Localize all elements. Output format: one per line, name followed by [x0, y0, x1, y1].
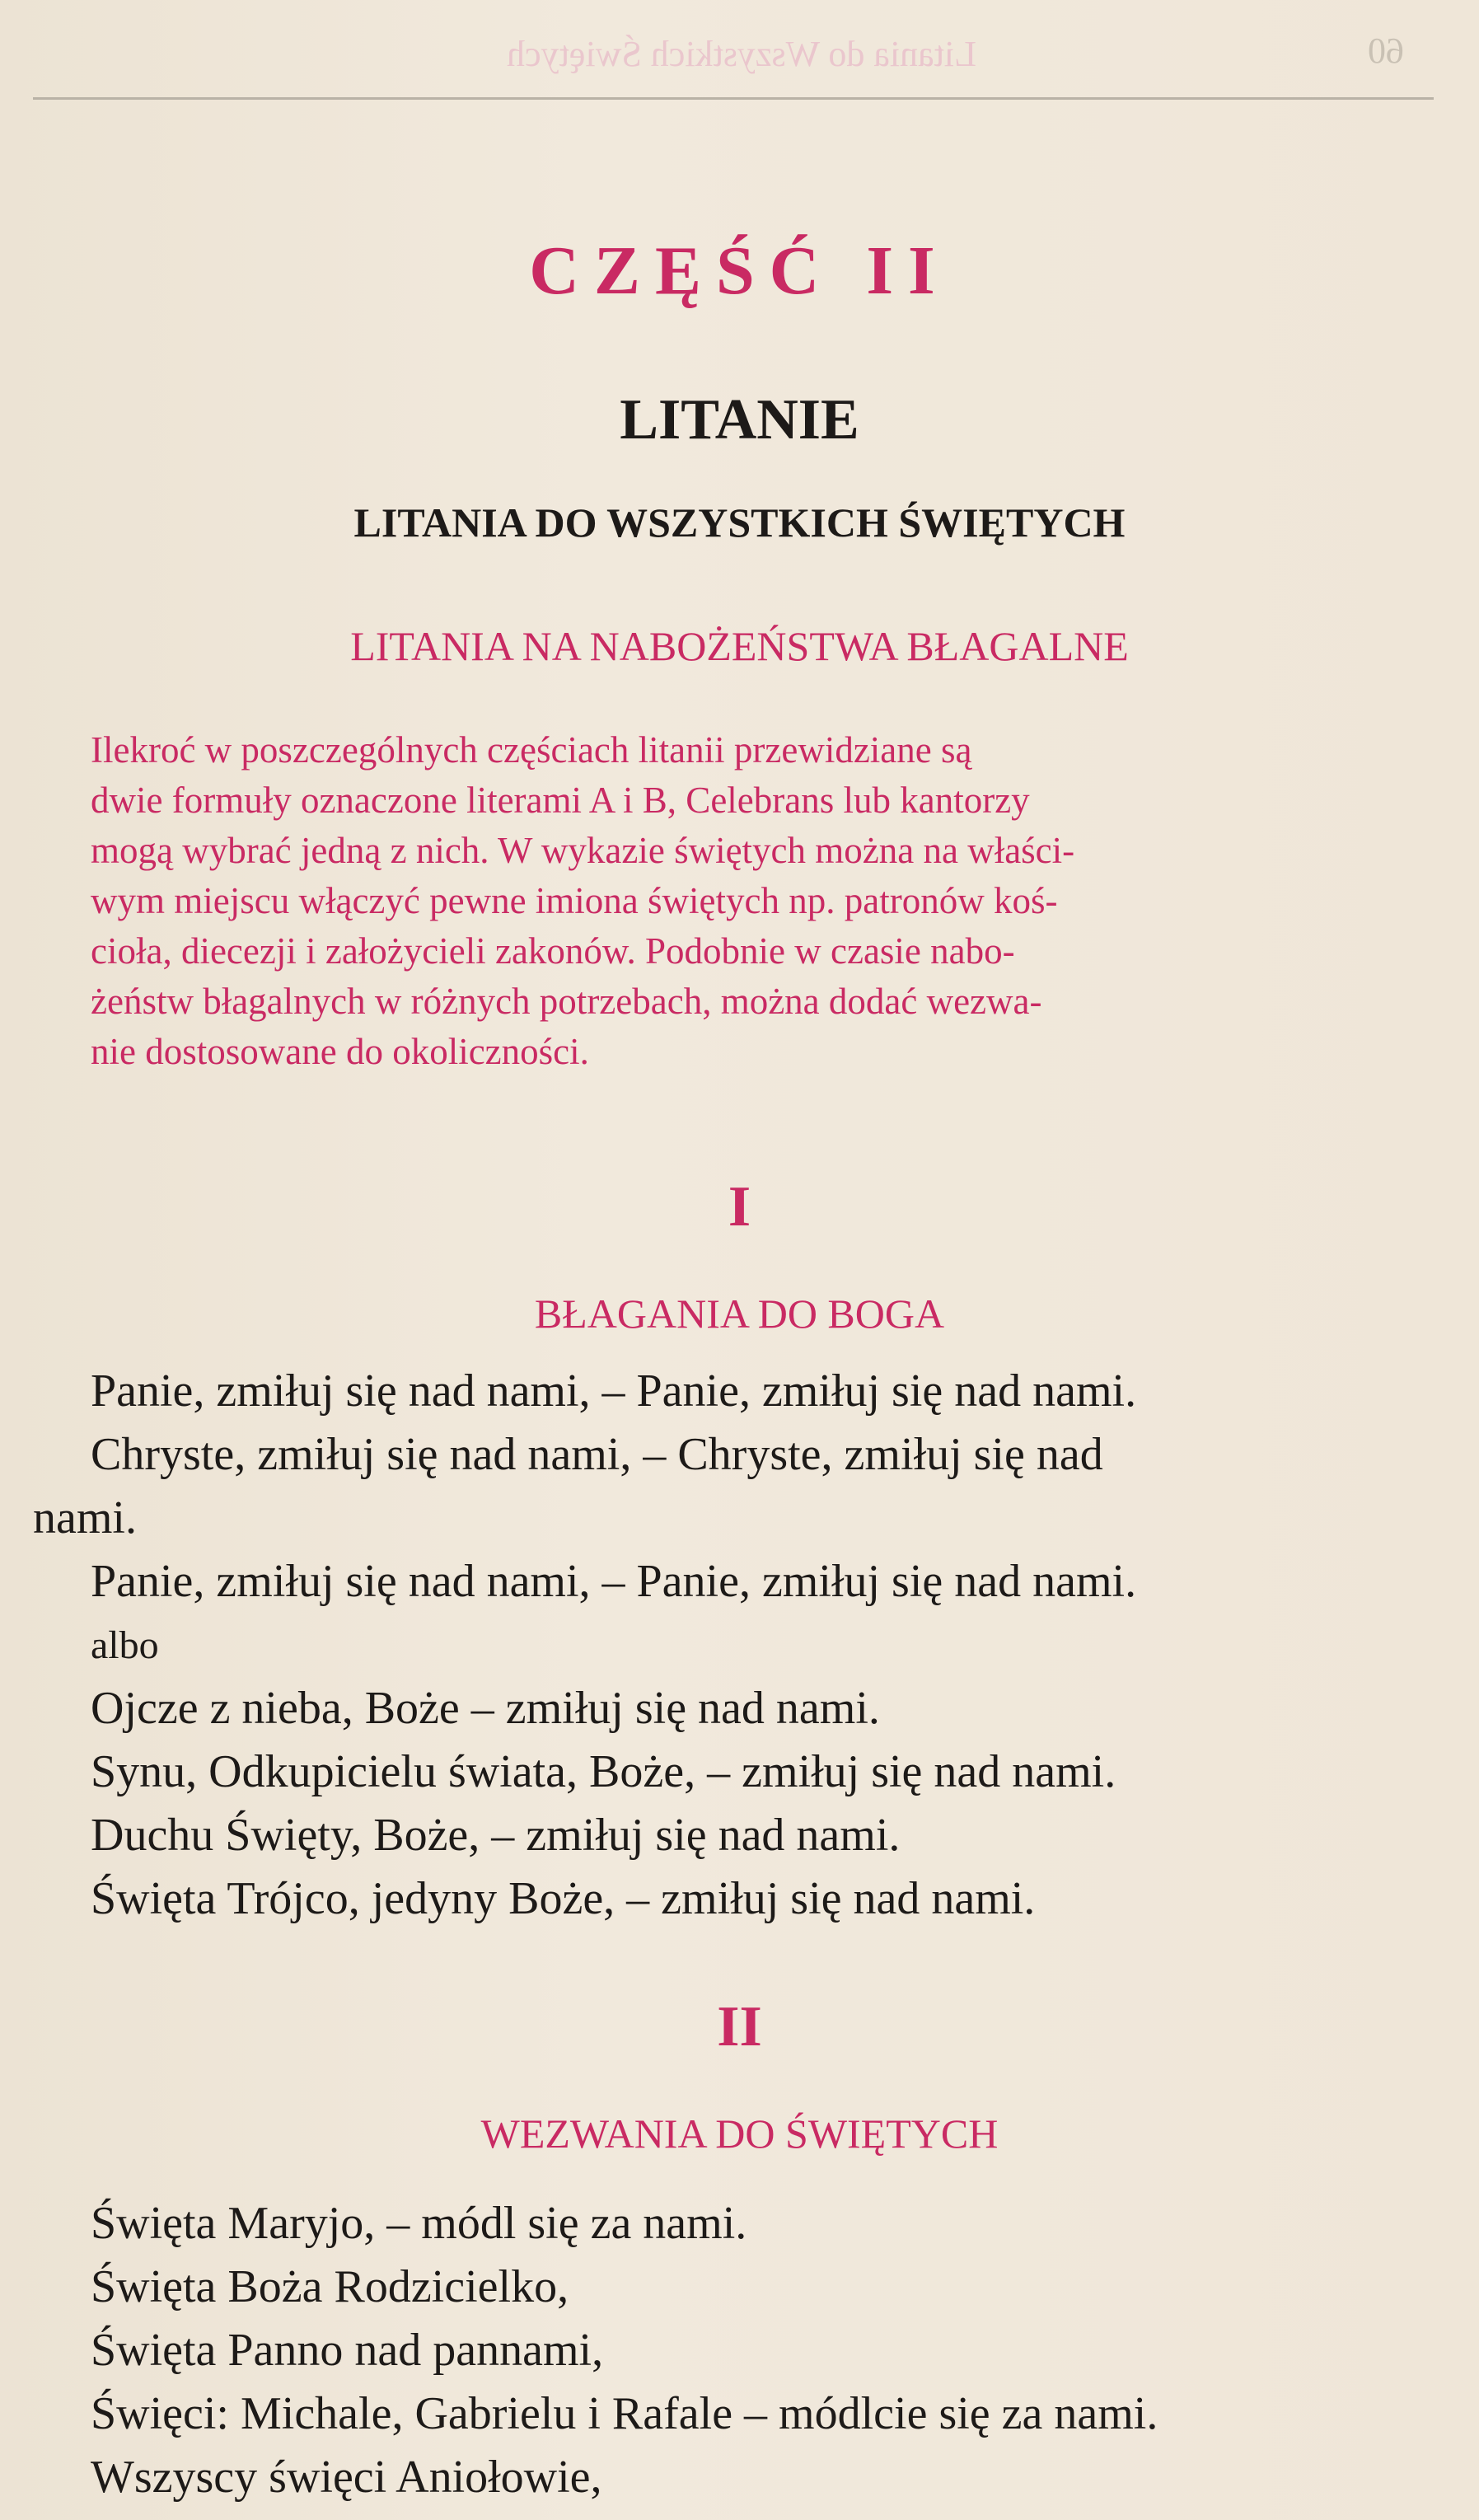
invocation-line: Święta Panno nad pannami, — [91, 2325, 604, 2376]
page-number: 60 — [1368, 30, 1404, 71]
litania-subtitle: LITANIA NA NABOŻEŃSTWA BŁAGALNE — [350, 623, 1129, 669]
invocation-line: Chryste, zmiłuj się nad nami, – Chryste, zmiłuj się nad — [91, 1429, 1103, 1480]
rubric-line: żeństw błagalnych w różnych potrzebach, można dodać wezwa- — [91, 981, 1042, 1022]
invocation-line: Synu, Odkupicielu świata, Boże, – zmiłuj się nad nami. — [91, 1746, 1116, 1797]
litanie-title: LITANIE — [620, 388, 859, 452]
rubric-line: cioła, diecezji i założycieli zakonów. Podobnie w czasie nabo- — [91, 930, 1015, 972]
section-numeral-1: I — [728, 1175, 751, 1239]
section-heading-1: BŁAGANIA DO BOGA — [534, 1290, 945, 1337]
rubric-line: nie dostosowane do okoliczności. — [91, 1031, 589, 1072]
section-numeral-2: II — [717, 1995, 762, 2059]
invocations-section-2 — [33, 2192, 1434, 2509]
rubric-line: Ilekroć w poszczególnych częściach litanii przewidziane są — [91, 729, 972, 771]
invocation-line: Panie, zmiłuj się nad nami, – Panie, zmiłuj się nad nami. — [91, 1556, 1137, 1607]
invocation-line: Święci: Michale, Gabrielu i Rafale – módlcie się za nami. — [91, 2388, 1158, 2439]
alternative-label: albo — [91, 1623, 159, 1667]
rubric-line: wym miejscu włączyć pewne imiona świętych np. patronów koś- — [91, 880, 1058, 921]
invocation-line: Święta Maryjo, – módl się za nami. — [91, 2198, 747, 2249]
section-heading-2: WEZWANIA DO ŚWIĘTYCH — [480, 2110, 999, 2157]
invocation-line: Święta Boża Rodzicielko, — [91, 2261, 569, 2312]
invocations-section-1 — [33, 1360, 1434, 1931]
part-title: CZĘŚĆ II — [529, 232, 950, 309]
rubric-paragraph — [91, 725, 1409, 1077]
invocation-line: Ojcze z nieba, Boże – zmiłuj się nad nami. — [91, 1683, 880, 1734]
running-head: Litania do Wszystkich Świętych — [507, 34, 976, 74]
litania-title: LITANIA DO WSZYSTKICH ŚWIĘTYCH — [353, 499, 1126, 546]
invocation-line: Panie, zmiłuj się nad nami, – Panie, zmiłuj się nad nami. — [91, 1365, 1137, 1417]
invocation-line: Święta Trójco, jedyny Boże, – zmiłuj się nad nami. — [91, 1873, 1036, 1924]
invocation-line: Wszyscy święci Aniołowie, — [91, 2452, 602, 2503]
invocation-line: nami. — [33, 1492, 137, 1543]
rubric-line: dwie formuły oznaczone literami A i B, Celebrans lub kantorzy — [91, 780, 1030, 821]
invocation-line: Duchu Święty, Boże, – zmiłuj się nad nami. — [91, 1810, 901, 1861]
header-rule — [33, 97, 1434, 100]
rubric-line: mogą wybrać jedną z nich. W wykazie świętych można na właści- — [91, 830, 1075, 871]
